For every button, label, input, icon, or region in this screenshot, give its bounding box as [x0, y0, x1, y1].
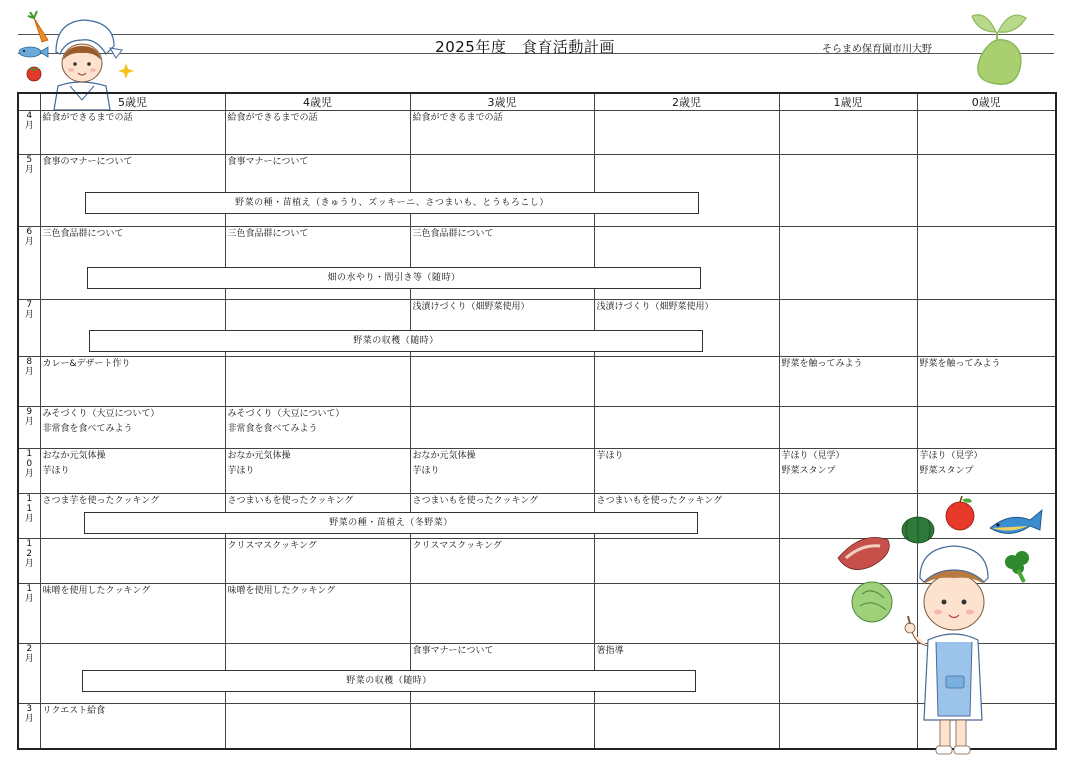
- tomato-icon: [27, 67, 41, 81]
- bean-sprout-illustration: [966, 6, 1030, 88]
- broccoli-icon: [1005, 551, 1029, 582]
- month-label: [18, 155, 40, 227]
- month-label: [18, 584, 40, 644]
- apple-icon: [946, 496, 974, 530]
- chef-with-vegetables-illustration: [832, 494, 1046, 758]
- plan-cell-age3: [410, 111, 594, 155]
- plan-cell-age5: [40, 155, 225, 227]
- activity-entry: さつまいもを使ったクッキング: [596, 496, 723, 506]
- plan-cell-age5: [40, 357, 225, 407]
- month-label: [18, 227, 40, 300]
- month-label-text: 10月: [24, 449, 34, 479]
- sparkle-icon: [118, 63, 134, 79]
- table-row: [18, 111, 1056, 155]
- plan-cell-age4: [225, 704, 410, 749]
- activity-entry: おなか元気体操: [412, 451, 476, 461]
- plan-cell-age0: [917, 300, 1056, 357]
- plan-cell-age3: [410, 449, 594, 494]
- activity-entry: 芋ほり: [42, 466, 70, 476]
- activity-entry: 芋ほり: [412, 466, 440, 476]
- activity-entry: 芋ほり: [596, 451, 624, 461]
- organization-name: そらまめ保育園市川大野: [822, 44, 932, 55]
- plan-cell-age1: [779, 111, 917, 155]
- activity-entry: さつまいもを使ったクッキング: [227, 496, 354, 506]
- plan-cell-age1: [779, 300, 917, 357]
- table-row: [18, 449, 1056, 494]
- activity-entry: 浅漬けづくり（畑野菜使用）: [412, 302, 530, 312]
- plan-cell-age0: [917, 227, 1056, 300]
- meat-icon: [838, 537, 889, 569]
- month-label: [18, 494, 40, 539]
- activity-entry: クリスマスクッキング: [412, 541, 502, 551]
- fish-icon: [19, 47, 48, 57]
- activity-entry: クリスマスクッキング: [227, 541, 317, 551]
- plan-cell-age4: [225, 584, 410, 644]
- column-header-age2: 2歳児: [594, 93, 779, 111]
- month-label-text: 11月: [24, 494, 34, 524]
- plan-cell-age4: [225, 407, 410, 449]
- plan-cell-age1: [779, 155, 917, 227]
- fish-icon: [990, 510, 1042, 534]
- band-february-harvest: 野菜の収穫（随時）: [82, 670, 696, 692]
- column-header-age4: 4歳児: [225, 93, 410, 111]
- activity-entry: おなか元気体操: [227, 451, 291, 461]
- activity-entry: 三色食品群について: [227, 229, 309, 239]
- band-may-planting: 野菜の種・苗植え（きゅうり、ズッキーニ、さつまいも、とうもろこし）: [85, 192, 699, 214]
- month-label-text: 9月: [24, 407, 34, 427]
- table-row: [18, 357, 1056, 407]
- plan-cell-age0: [917, 155, 1056, 227]
- activity-entry: さつまいもを使ったクッキング: [412, 496, 539, 506]
- plan-cell-age5: [40, 704, 225, 749]
- activity-entry: 野菜を触ってみよう: [781, 359, 863, 369]
- pumpkin-icon: [902, 517, 934, 543]
- plan-cell-age4: [225, 449, 410, 494]
- plan-cell-age3: [410, 357, 594, 407]
- plan-cell-age4: [225, 155, 410, 227]
- activity-entry: 浅漬けづくり（畑野菜使用）: [596, 302, 714, 312]
- month-label: [18, 449, 40, 494]
- activity-entry: 三色食品群について: [42, 229, 124, 239]
- month-label-text: 7月: [24, 300, 34, 320]
- plan-cell-age5: [40, 584, 225, 644]
- month-label-text: 8月: [24, 357, 34, 377]
- column-header-age0: 0歳児: [917, 93, 1056, 111]
- plan-cell-age3: [410, 407, 594, 449]
- band-july-harvest: 野菜の収穫（随時）: [89, 330, 703, 352]
- activity-entry: 給食ができるまでの話: [227, 113, 318, 123]
- page-title: 2025年度 食育活動計画: [435, 38, 615, 56]
- plan-cell-age1: [779, 357, 917, 407]
- table-row: [18, 407, 1056, 449]
- plan-cell-age4: [225, 357, 410, 407]
- activity-entry: 味噌を使用したクッキング: [227, 586, 336, 596]
- plan-cell-age2: [594, 449, 779, 494]
- column-header-age1: 1歳児: [779, 93, 917, 111]
- month-label: [18, 357, 40, 407]
- activity-entry: 食事マナーについて: [412, 646, 494, 656]
- month-label-text: 5月: [24, 155, 34, 175]
- plan-cell-age5: [40, 539, 225, 584]
- carrot-icon: [28, 11, 48, 42]
- activity-entry: みそづくり（大豆について）: [42, 409, 160, 419]
- activity-entry: 野菜を触ってみよう: [919, 359, 1001, 369]
- table-header-row: [18, 93, 1056, 111]
- activity-entry: 味噌を使用したクッキング: [42, 586, 151, 596]
- plan-cell-age5: [40, 449, 225, 494]
- plan-cell-age0: [917, 407, 1056, 449]
- plan-cell-age2: [594, 584, 779, 644]
- plan-cell-age1: [779, 449, 917, 494]
- plan-cell-age2: [594, 155, 779, 227]
- month-label-text: 3月: [24, 704, 34, 724]
- month-label: [18, 111, 40, 155]
- plan-cell-age1: [779, 227, 917, 300]
- plan-cell-age1: [779, 407, 917, 449]
- plan-cell-age0: [917, 111, 1056, 155]
- plan-cell-age2: [594, 539, 779, 584]
- month-label-text: 12月: [24, 539, 34, 569]
- column-header-age3: 3歳児: [410, 93, 594, 111]
- month-label: [18, 300, 40, 357]
- plan-cell-age2: [594, 111, 779, 155]
- activity-entry: 非常食を食べてみよう: [42, 424, 133, 434]
- activity-entry: 箸指導: [596, 646, 624, 656]
- activity-entry: 芋ほり（見学）: [781, 451, 845, 461]
- table-row: [18, 155, 1056, 227]
- activity-entry: みそづくり（大豆について）: [227, 409, 345, 419]
- plan-cell-age3: [410, 584, 594, 644]
- plan-cell-age0: [917, 357, 1056, 407]
- band-november-planting: 野菜の種・苗植え（冬野菜）: [84, 512, 698, 534]
- activity-entry: さつま芋を使ったクッキング: [42, 496, 160, 506]
- cabbage-icon: [852, 582, 892, 622]
- activity-entry: 芋ほり: [227, 466, 255, 476]
- month-label: [18, 539, 40, 584]
- plan-cell-age4: [225, 539, 410, 584]
- activity-entry: おなか元気体操: [42, 451, 106, 461]
- activity-entry: 食事マナーについて: [227, 157, 309, 167]
- month-label-text: 4月: [24, 111, 34, 131]
- activity-entry: カレー&デザート作り: [42, 359, 131, 369]
- plan-cell-age4: [225, 111, 410, 155]
- activity-entry: リクエスト給食: [42, 706, 106, 716]
- plan-cell-age5: [40, 407, 225, 449]
- plan-cell-age0: [917, 449, 1056, 494]
- plan-cell-age3: [410, 704, 594, 749]
- activity-entry: 野菜スタンプ: [781, 466, 836, 476]
- plan-cell-age3: [410, 155, 594, 227]
- activity-entry: 三色食品群について: [412, 229, 494, 239]
- activity-entry: 食事のマナーについて: [42, 157, 133, 167]
- corner-cell: [18, 93, 40, 111]
- band-june-watering: 畑の水やり・間引き等（随時）: [87, 267, 701, 289]
- header-rule-top: [18, 34, 1054, 35]
- month-label: [18, 644, 40, 704]
- activity-entry: 非常食を食べてみよう: [227, 424, 318, 434]
- plan-cell-age2: [594, 407, 779, 449]
- activity-entry: 給食ができるまでの話: [42, 113, 133, 123]
- plan-cell-age5: [40, 111, 225, 155]
- month-label: [18, 704, 40, 749]
- plan-cell-age2: [594, 704, 779, 749]
- activity-entry: 野菜スタンプ: [919, 466, 974, 476]
- plan-cell-age2: [594, 357, 779, 407]
- month-label-text: 1月: [24, 584, 34, 604]
- activity-entry: 芋ほり（見学）: [919, 451, 983, 461]
- activity-entry: 給食ができるまでの話: [412, 113, 503, 123]
- column-header-age5: 5歳児: [40, 93, 225, 111]
- plan-cell-age3: [410, 539, 594, 584]
- month-label-text: 6月: [24, 227, 34, 247]
- month-label-text: 2月: [24, 644, 34, 664]
- month-label: [18, 407, 40, 449]
